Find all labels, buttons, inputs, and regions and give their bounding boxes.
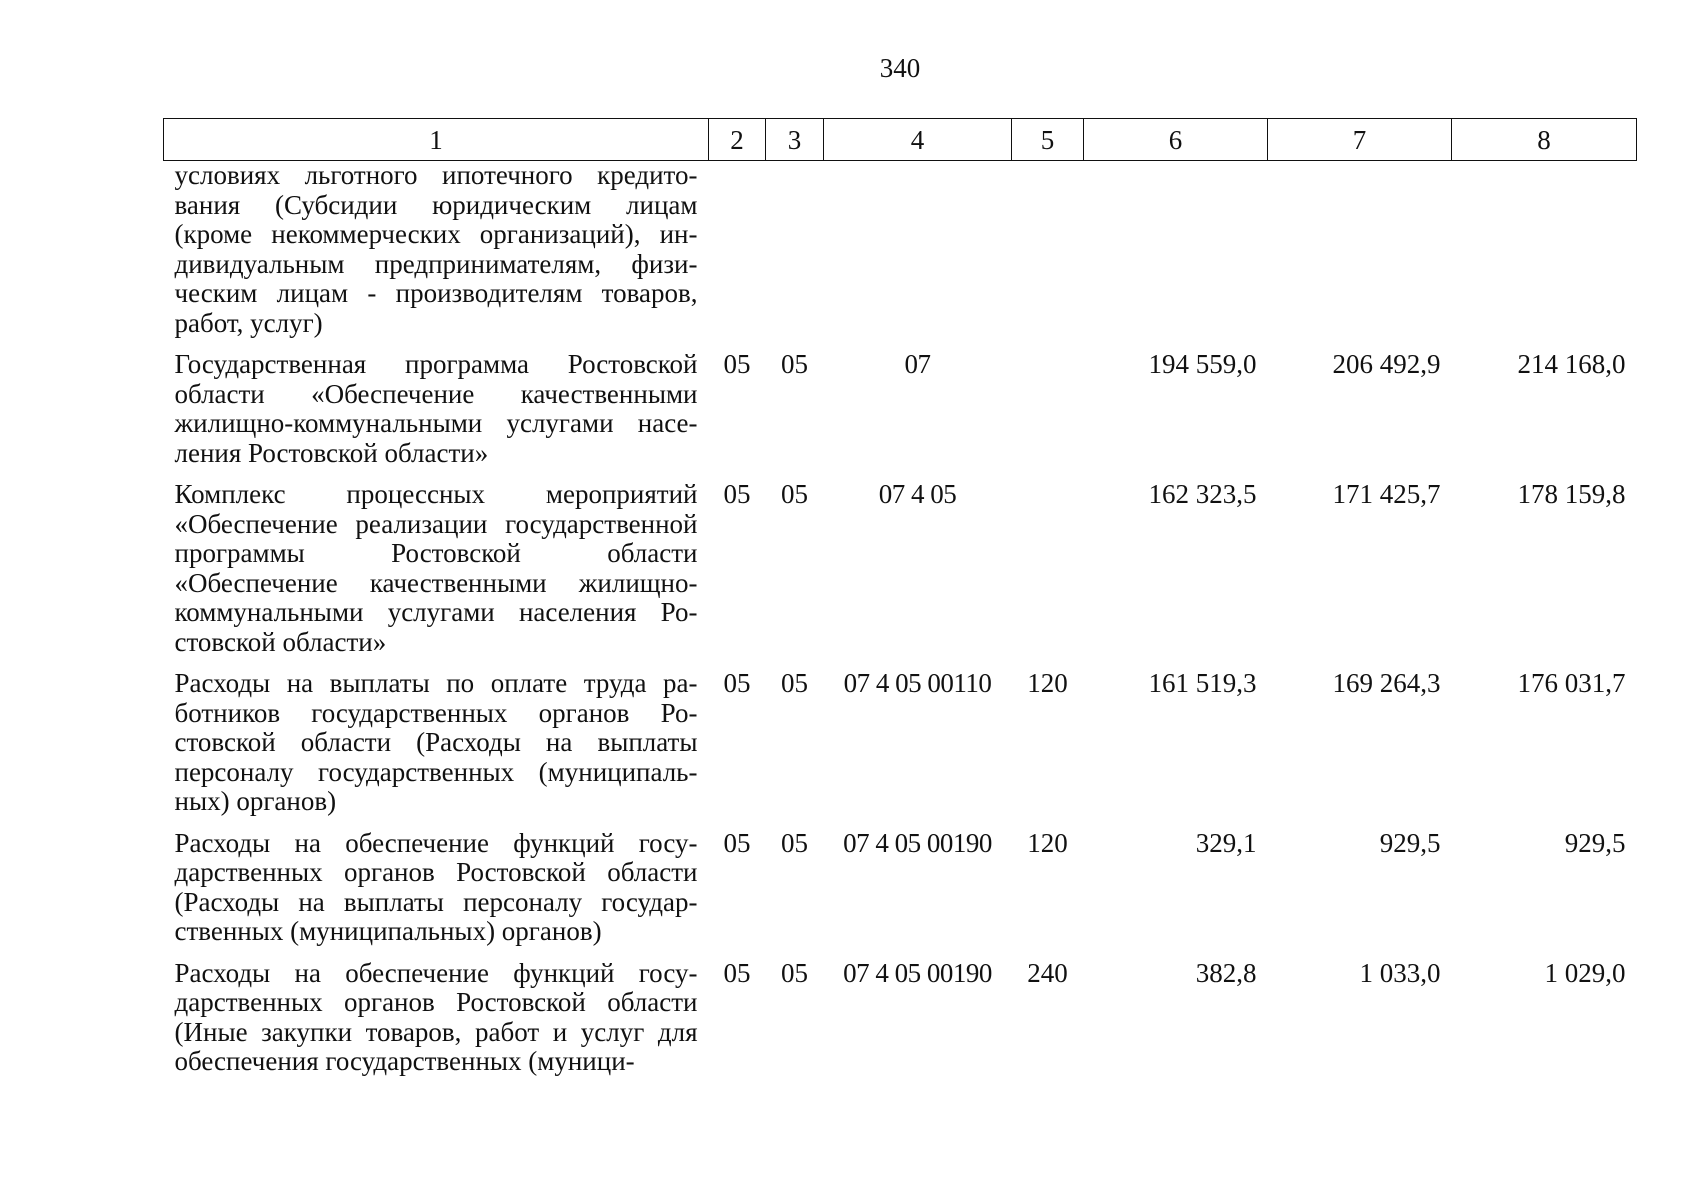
row-amount-year-3: 1 029,0	[1544, 957, 1626, 988]
header-cell: 2	[709, 119, 766, 161]
row-target-article: 07 4 05	[878, 479, 957, 509]
row-section-code: 05	[723, 827, 751, 858]
row-subsection-code: 05	[781, 349, 808, 379]
table-row	[164, 669, 1637, 829]
row-amount-year-2: 171 425,7	[1332, 479, 1441, 509]
row-amount-year-1: 382,8	[1195, 957, 1257, 988]
row-amount-year-2	[1268, 161, 1452, 351]
header-cell: 7	[1268, 119, 1452, 161]
row-amount-year-1: 329,1	[1195, 827, 1257, 858]
row-target-article: 07 4 05 00110	[843, 668, 992, 698]
table-row	[164, 480, 1637, 669]
row-subsection-code: 05	[781, 957, 808, 988]
row-description: Расходы на обеспечение функций государственных органов Ростовской области (Иные закупки товаров, работ и услуг для обеспечения государственных (муници-	[174, 957, 698, 1076]
row-description: Комплекс процессных мероприятий «Обеспечение реализации государственной программы Ростовской области «Обеспечение качественными жилищно-коммунальными услугами населения Ростовской области»	[174, 479, 698, 657]
row-subsection-code: 05	[781, 827, 808, 858]
row-expense-type: 120	[1027, 668, 1068, 698]
row-amount-year-3	[1452, 161, 1637, 351]
row-expense-type	[1012, 161, 1084, 351]
header-cell: 4	[824, 119, 1012, 161]
row-amount-year-3: 176 031,7	[1517, 668, 1626, 698]
row-section-code: 05	[723, 349, 751, 379]
row-subsection-code: 05	[781, 479, 808, 509]
page-number: 340	[879, 53, 921, 83]
table-row	[164, 829, 1637, 959]
row-expense-type	[1012, 350, 1084, 480]
row-amount-year-1: 162 323,5	[1148, 479, 1257, 509]
row-amount-year-1: 194 559,0	[1148, 349, 1257, 379]
row-description: Расходы на обеспечение функций государственных органов Ростовской области (Расходы на выплаты персоналу государственных (муниципальных) органов)	[174, 827, 698, 946]
budget-table	[163, 118, 1637, 1089]
row-amount-year-2: 206 492,9	[1332, 349, 1441, 379]
row-description: условиях льготного ипотечного кредитования (Субсидии юридическим лицам (кроме некоммерческих организаций), индивидуальным предпринимателям, физическим лицам - производителям товаров, работ, услуг)	[174, 160, 698, 338]
row-target-article	[824, 161, 1012, 351]
row-expense-type	[1012, 480, 1084, 669]
row-target-article: 07	[904, 349, 931, 379]
row-subsection-code	[766, 161, 824, 351]
row-amount-year-2: 169 264,3	[1332, 668, 1441, 698]
row-description: Расходы на выплаты по оплате труда работников государственных органов Ростовской области (Расходы на выплаты персоналу государственных (муниципальных) органов)	[174, 668, 698, 816]
row-section-code: 05	[723, 957, 751, 988]
row-target-article: 07 4 05 00190	[843, 827, 992, 858]
row-amount-year-3: 214 168,0	[1517, 349, 1626, 379]
row-description: Государственная программа Ростовской области «Обеспечение качественными жилищно-коммунальными услугами населения Ростовской области»	[174, 349, 698, 468]
header-cell: 8	[1452, 119, 1637, 161]
row-amount-year-2: 929,5	[1379, 827, 1441, 858]
header-cell: 3	[766, 119, 824, 161]
row-section-code: 05	[723, 668, 751, 698]
row-amount-year-1: 161 519,3	[1148, 668, 1257, 698]
table-body	[164, 161, 1637, 1089]
header-cell: 1	[164, 119, 709, 161]
budget-table-container	[163, 118, 1636, 1089]
table-row	[164, 959, 1637, 1089]
row-amount-year-3: 929,5	[1564, 827, 1626, 858]
row-expense-type: 120	[1027, 827, 1068, 858]
header-cell: 6	[1084, 119, 1268, 161]
table-row	[164, 350, 1637, 480]
row-amount-year-3: 178 159,8	[1517, 479, 1626, 509]
header-row	[164, 119, 1637, 161]
table-row	[164, 161, 1637, 351]
header-cell: 5	[1012, 119, 1084, 161]
row-section-code: 05	[723, 479, 751, 509]
row-target-article: 07 4 05 00190	[843, 957, 992, 988]
row-subsection-code: 05	[781, 668, 808, 698]
row-amount-year-2: 1 033,0	[1359, 957, 1441, 988]
table-header	[164, 119, 1637, 161]
row-expense-type: 240	[1027, 957, 1068, 988]
row-section-code	[709, 161, 766, 351]
row-amount-year-1	[1084, 161, 1268, 351]
